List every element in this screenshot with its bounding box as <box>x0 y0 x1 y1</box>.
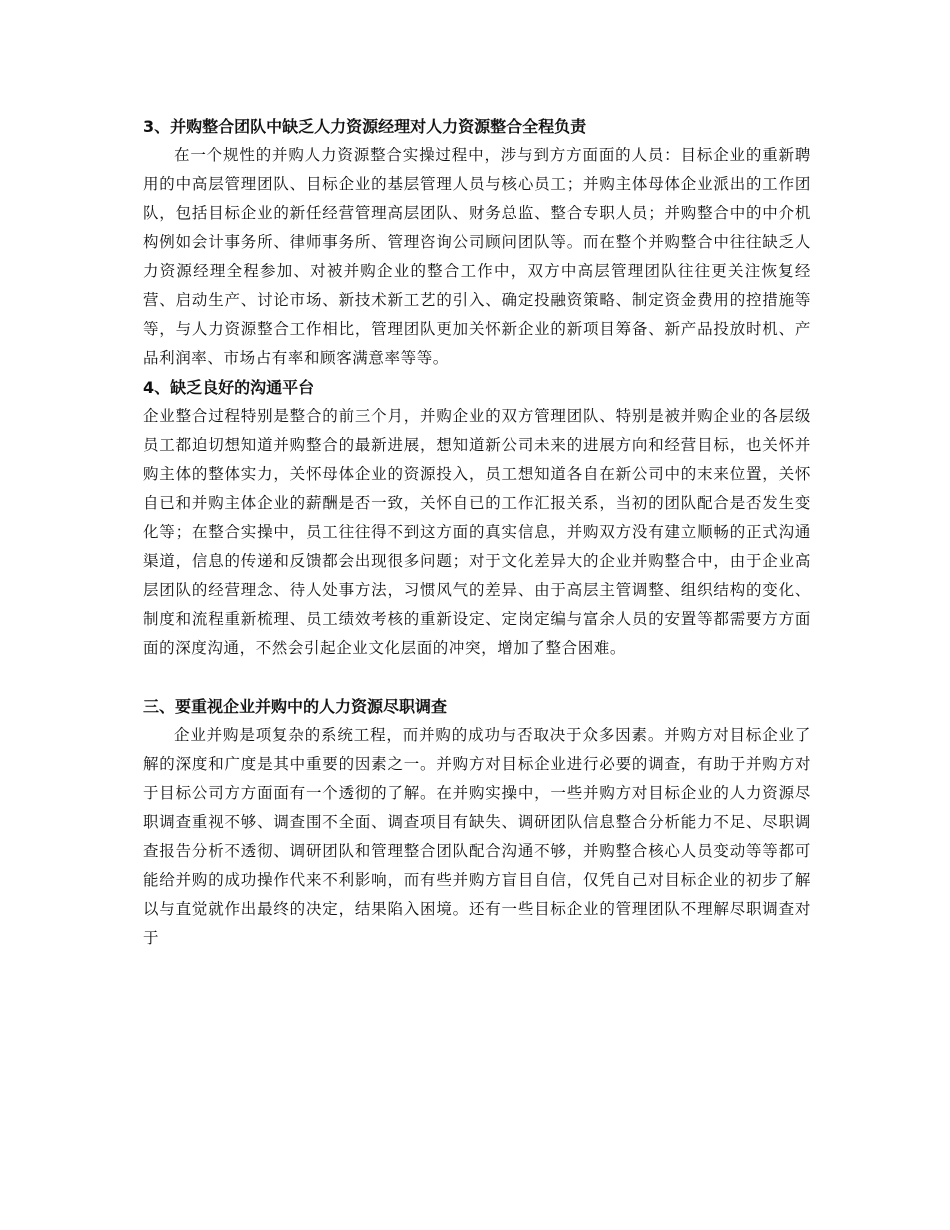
section-spacer <box>143 663 811 692</box>
section4-paragraph: 企业整合过程特别是整合的前三个月，并购企业的双方管理团队、特别是被并购企业的各层级员工都迫切想知道并购整合的最新进展，想知道新公司未来的进展方向和经营目标，也关怀并购主体的整体实力，关怀母体企业的资源投入，员工想知道各自在新公司中的末来位置，关怀自已和并购主体企业的薪酬是否一致，关怀自已的工作汇报关系，当初的团队配合是否发生变化等；在整合实操中，员工往往得不到这方面的真实信息，并购双方没有建立顺畅的正式沟通渠道，信息的传递和反馈都会出现很多问题；对于文化差异大的企业并购整合中，由于企业高层团队的经营理念、待人处事方法，习惯风气的差异、由于高层主管调整、组织结构的变化、制度和流程重新梳理、员工绩效考核的重新设定、定岗定编与富余人员的安置等都需要方方面面的深度沟通，不然会引起企业文化层面的冲突，增加了整合困难。 <box>143 407 811 657</box>
part3-paragraph: 企业并购是项复杂的系统工程，而并购的成功与否取决于众多因素。并购方对目标企业了解的深度和广度是其中重要的因素之一。并购方对目标企业进行必要的调查，有助于并购方对于目标公司方方面面有一个透彻的了解。在并购实操中，一些并购方对目标企业的人力资源尽职调查重视不够、调查围不全面、调查项目有缺失、调研团队信息整合分析能力不足、尽职调查报告分析不透彻、调研团队和管理整合团队配合沟通不够，并购整合核心人员变动等等都可能给并购的成功操作代来不利影响，而有些并购方盲目自信，仅凭自己对目标企业的初步了解以与直觉就作出最终的决定，结果陷入困境。还有一些目标企业的管理团队不理解尽职调查对于 <box>143 726 811 947</box>
section4-heading: 4、缺乏良好的沟通平台 <box>143 378 315 397</box>
section3-paragraph: 在一个规性的并购人力资源整合实操过程中，涉与到方方面面的人员：目标企业的重新聘用的中高层管理团队、目标企业的基层管理人员与核心员工；并购主体母体企业派出的工作团队，包括目标企业的新任经营管理高层团队、财务总监、整合专职人员；并购整合中的中介机构例如会计事务所、律师事务所、管理咨询公司顾问团队等。而在整个并购整合中往往缺乏人力资源经理全程参加、对被并购企业的整合工作中，双方中高层管理团队往往更关注恢复经营、启动生产、讨论市场、新技术新工艺的引入、确定投融资策略、制定资金费用的控措施等等，与人力资源整合工作相比，管理团队更加关怀新企业的新项目筹备、新产品投放时机、产品利润率、市场占有率和顾客满意率等等。 <box>143 146 811 367</box>
document-content <box>143 112 811 953</box>
part3-heading: 三、要重视企业并购中的人力资源尽职调查 <box>143 697 448 716</box>
section3-heading: 3、并购整合团队中缺乏人力资源经理对人力资源整合全程负责 <box>143 117 587 136</box>
